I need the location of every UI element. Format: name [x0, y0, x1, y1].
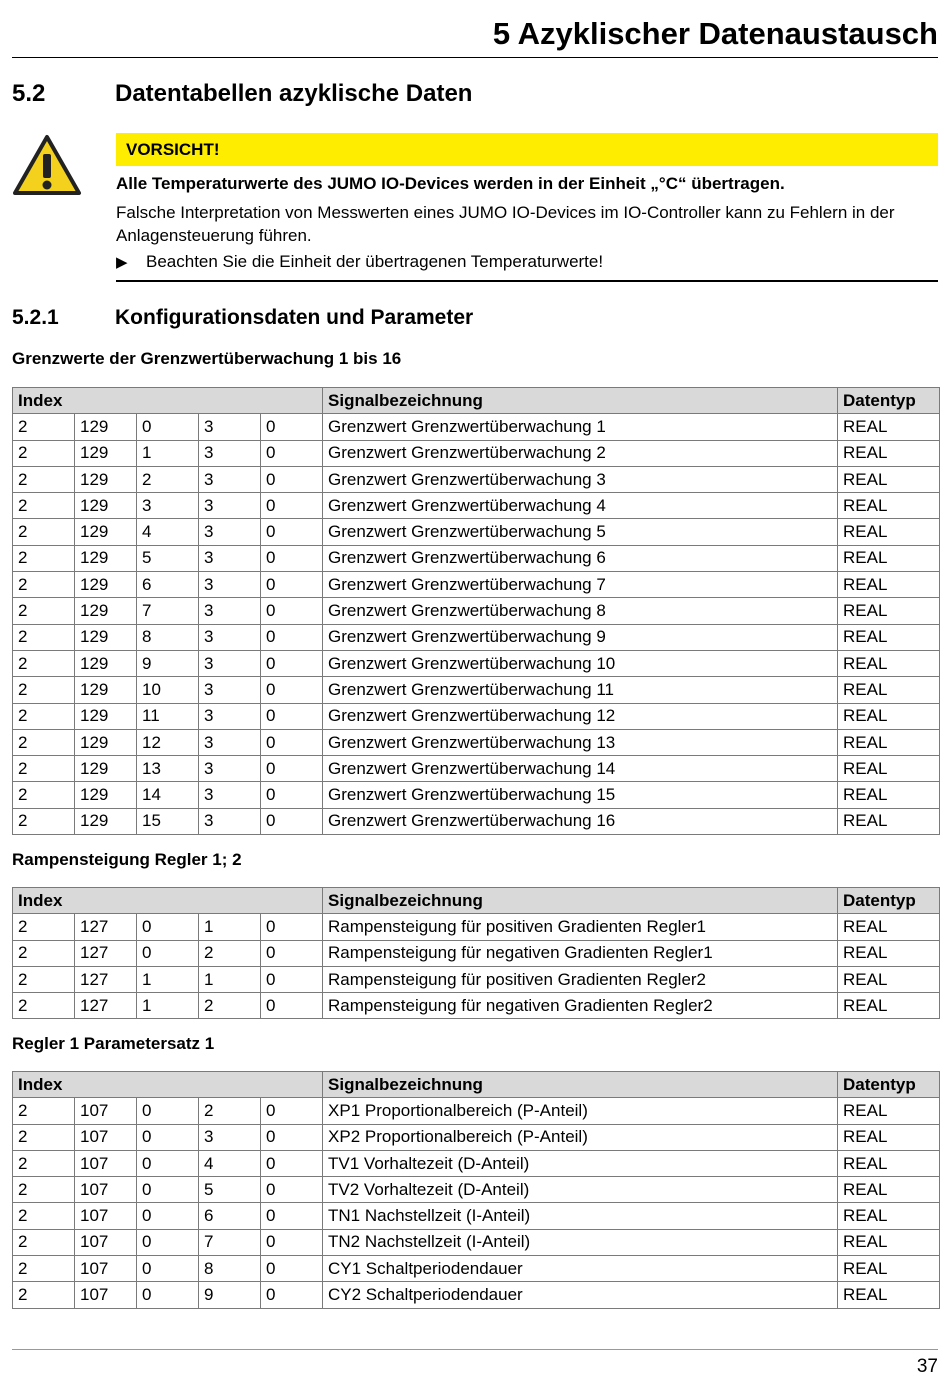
- signal-name-cell: CY1 Schaltperiodendauer: [323, 1256, 838, 1282]
- table-row: [13, 966, 940, 992]
- index-cell: 0: [261, 729, 323, 755]
- signal-name-cell: Rampensteigung für negativen Gradienten Regler1: [323, 940, 838, 966]
- data-type-cell: REAL: [838, 1229, 940, 1255]
- index-cell: 2: [13, 440, 75, 466]
- index-cell: 1: [137, 993, 199, 1019]
- table-caption-controller-params: Regler 1 Parametersatz 1: [12, 1034, 215, 1053]
- data-type-cell: REAL: [838, 545, 940, 571]
- signal-name-cell: Grenzwert Grenzwertüberwachung 2: [323, 440, 838, 466]
- index-cell: 2: [13, 1282, 75, 1308]
- index-cell: 14: [137, 782, 199, 808]
- index-cell: 3: [199, 624, 261, 650]
- table-ramp-slope: [12, 887, 940, 1019]
- table-row: [13, 440, 940, 466]
- index-cell: 0: [261, 808, 323, 834]
- index-cell: 2: [13, 414, 75, 440]
- table-row: [13, 650, 940, 676]
- index-cell: 8: [199, 1256, 261, 1282]
- index-cell: 3: [199, 440, 261, 466]
- index-cell: 0: [261, 1229, 323, 1255]
- section-number: 5.2: [12, 80, 46, 107]
- signal-name-cell: Grenzwert Grenzwertüberwachung 3: [323, 466, 838, 492]
- data-type-cell: REAL: [838, 703, 940, 729]
- index-cell: 2: [13, 1229, 75, 1255]
- index-cell: 129: [75, 440, 137, 466]
- signal-name-cell: TN1 Nachstellzeit (I-Anteil): [323, 1203, 838, 1229]
- table-row: [13, 624, 940, 650]
- index-cell: 2: [13, 650, 75, 676]
- index-cell: 2: [137, 466, 199, 492]
- table-row: [13, 756, 940, 782]
- index-cell: 2: [13, 993, 75, 1019]
- index-cell: 2: [13, 966, 75, 992]
- index-cell: 1: [199, 914, 261, 940]
- data-type-cell: REAL: [838, 519, 940, 545]
- index-cell: 107: [75, 1229, 137, 1255]
- index-cell: 2: [13, 598, 75, 624]
- index-cell: 0: [261, 466, 323, 492]
- index-cell: 0: [261, 1282, 323, 1308]
- index-cell: 0: [137, 1124, 199, 1150]
- index-cell: 3: [199, 729, 261, 755]
- index-cell: 2: [13, 519, 75, 545]
- index-cell: 127: [75, 966, 137, 992]
- index-cell: 0: [261, 440, 323, 466]
- signal-name-cell: Grenzwert Grenzwertüberwachung 15: [323, 782, 838, 808]
- index-column-header: Index: [13, 888, 323, 914]
- data-type-cell: REAL: [838, 1124, 940, 1150]
- index-cell: 1: [199, 966, 261, 992]
- index-cell: 3: [199, 545, 261, 571]
- signal-column-header: Signalbezeichnung: [323, 1072, 838, 1098]
- index-cell: 129: [75, 782, 137, 808]
- table-row: [13, 466, 940, 492]
- table-row: [13, 703, 940, 729]
- index-cell: 0: [261, 1177, 323, 1203]
- signal-column-header: Signalbezeichnung: [323, 888, 838, 914]
- table-header-row: [13, 1072, 940, 1098]
- index-cell: 129: [75, 572, 137, 598]
- index-cell: 3: [199, 466, 261, 492]
- index-cell: 0: [261, 519, 323, 545]
- index-cell: 0: [261, 572, 323, 598]
- table-row: [13, 940, 940, 966]
- index-cell: 129: [75, 624, 137, 650]
- index-cell: 129: [75, 414, 137, 440]
- index-cell: 0: [261, 940, 323, 966]
- data-type-cell: REAL: [838, 466, 940, 492]
- table-row: [13, 572, 940, 598]
- caution-action-text: Beachten Sie die Einheit der übertragenen Temperaturwerte!: [146, 252, 604, 271]
- signal-name-cell: CY2 Schaltperiodendauer: [323, 1282, 838, 1308]
- signal-name-cell: XP1 Proportionalbereich (P-Anteil): [323, 1098, 838, 1124]
- section-title: Datentabellen azyklische Daten: [115, 80, 473, 107]
- signal-name-cell: Grenzwert Grenzwertüberwachung 4: [323, 493, 838, 519]
- caution-label-bar: VORSICHT!: [116, 133, 938, 166]
- signal-name-cell: Rampensteigung für positiven Gradienten Regler1: [323, 914, 838, 940]
- data-type-cell: REAL: [838, 1150, 940, 1176]
- type-column-header: Datentyp: [838, 888, 940, 914]
- index-cell: 2: [199, 940, 261, 966]
- index-cell: 6: [137, 572, 199, 598]
- index-cell: 10: [137, 677, 199, 703]
- index-cell: 0: [261, 993, 323, 1019]
- index-cell: 4: [199, 1150, 261, 1176]
- footer-divider: [12, 1349, 938, 1350]
- index-cell: 2: [199, 1098, 261, 1124]
- index-cell: 7: [137, 598, 199, 624]
- index-cell: 2: [13, 1203, 75, 1229]
- index-cell: 107: [75, 1203, 137, 1229]
- index-cell: 0: [261, 703, 323, 729]
- table-row: [13, 1098, 940, 1124]
- index-cell: 0: [261, 1150, 323, 1176]
- index-cell: 129: [75, 466, 137, 492]
- data-type-cell: REAL: [838, 1203, 940, 1229]
- signal-name-cell: Grenzwert Grenzwertüberwachung 12: [323, 703, 838, 729]
- index-cell: 0: [137, 1282, 199, 1308]
- data-type-cell: REAL: [838, 1282, 940, 1308]
- signal-name-cell: Grenzwert Grenzwertüberwachung 5: [323, 519, 838, 545]
- index-cell: 3: [199, 519, 261, 545]
- index-cell: 3: [199, 598, 261, 624]
- index-cell: 3: [199, 414, 261, 440]
- data-type-cell: REAL: [838, 756, 940, 782]
- index-cell: 3: [199, 677, 261, 703]
- table-row: [13, 1203, 940, 1229]
- section-heading: [12, 80, 472, 108]
- index-cell: 129: [75, 808, 137, 834]
- signal-name-cell: XP2 Proportionalbereich (P-Anteil): [323, 1124, 838, 1150]
- table-row: [13, 1150, 940, 1176]
- index-cell: 5: [137, 545, 199, 571]
- table-row: [13, 808, 940, 834]
- index-cell: 127: [75, 914, 137, 940]
- index-cell: 6: [199, 1203, 261, 1229]
- index-cell: 0: [137, 1150, 199, 1176]
- subsection-number: 5.2.1: [12, 306, 59, 329]
- data-type-cell: REAL: [838, 966, 940, 992]
- index-cell: 2: [13, 624, 75, 650]
- index-cell: 3: [199, 756, 261, 782]
- index-cell: 2: [13, 703, 75, 729]
- index-cell: 2: [13, 940, 75, 966]
- table-row: [13, 1282, 940, 1308]
- index-cell: 0: [137, 1177, 199, 1203]
- index-cell: 0: [137, 914, 199, 940]
- index-cell: 0: [261, 1256, 323, 1282]
- index-cell: 3: [199, 808, 261, 834]
- index-cell: 2: [13, 808, 75, 834]
- data-type-cell: REAL: [838, 598, 940, 624]
- index-cell: 3: [199, 493, 261, 519]
- caution-action: [116, 252, 603, 272]
- index-cell: 2: [13, 493, 75, 519]
- signal-name-cell: Grenzwert Grenzwertüberwachung 9: [323, 624, 838, 650]
- signal-name-cell: Grenzwert Grenzwertüberwachung 6: [323, 545, 838, 571]
- data-type-cell: REAL: [838, 1256, 940, 1282]
- header-divider: [12, 57, 938, 58]
- index-cell: 2: [13, 1124, 75, 1150]
- index-cell: 7: [199, 1229, 261, 1255]
- data-type-cell: REAL: [838, 993, 940, 1019]
- index-cell: 129: [75, 677, 137, 703]
- subsection-heading: [12, 306, 473, 330]
- data-type-cell: REAL: [838, 624, 940, 650]
- data-type-cell: REAL: [838, 940, 940, 966]
- type-column-header: Datentyp: [838, 388, 940, 414]
- index-cell: 2: [13, 1150, 75, 1176]
- data-type-cell: REAL: [838, 782, 940, 808]
- index-cell: 0: [137, 1229, 199, 1255]
- index-cell: 9: [199, 1282, 261, 1308]
- index-cell: 107: [75, 1150, 137, 1176]
- index-cell: 107: [75, 1124, 137, 1150]
- signal-name-cell: Grenzwert Grenzwertüberwachung 1: [323, 414, 838, 440]
- index-cell: 129: [75, 756, 137, 782]
- table-row: [13, 598, 940, 624]
- table-row: [13, 677, 940, 703]
- index-cell: 2: [13, 782, 75, 808]
- table-row: [13, 1256, 940, 1282]
- index-cell: 129: [75, 519, 137, 545]
- data-type-cell: REAL: [838, 914, 940, 940]
- signal-name-cell: Grenzwert Grenzwertüberwachung 13: [323, 729, 838, 755]
- table-caption-ramp: Rampensteigung Regler 1; 2: [12, 850, 242, 869]
- index-cell: 0: [261, 1098, 323, 1124]
- index-cell: 2: [13, 677, 75, 703]
- action-arrow-icon: ▶: [116, 254, 128, 271]
- index-cell: 2: [13, 729, 75, 755]
- index-cell: 0: [137, 940, 199, 966]
- signal-name-cell: Grenzwert Grenzwertüberwachung 7: [323, 572, 838, 598]
- warning-triangle-icon: [12, 134, 82, 196]
- caution-divider: [116, 280, 938, 282]
- index-cell: 2: [13, 756, 75, 782]
- signal-name-cell: Grenzwert Grenzwertüberwachung 10: [323, 650, 838, 676]
- table-header-row: [13, 388, 940, 414]
- table-row: [13, 993, 940, 1019]
- table-caption-limits: Grenzwerte der Grenzwertüberwachung 1 bis 16: [12, 349, 402, 368]
- signal-name-cell: Grenzwert Grenzwertüberwachung 11: [323, 677, 838, 703]
- index-cell: 3: [199, 572, 261, 598]
- table-controller-parameters: [12, 1071, 940, 1309]
- data-type-cell: REAL: [838, 440, 940, 466]
- table-row: [13, 1177, 940, 1203]
- index-cell: 15: [137, 808, 199, 834]
- index-cell: 129: [75, 545, 137, 571]
- signal-name-cell: Grenzwert Grenzwertüberwachung 8: [323, 598, 838, 624]
- index-cell: 2: [13, 1177, 75, 1203]
- signal-name-cell: TN2 Nachstellzeit (I-Anteil): [323, 1229, 838, 1255]
- index-cell: 0: [137, 1256, 199, 1282]
- index-cell: 2: [13, 1256, 75, 1282]
- index-cell: 0: [261, 677, 323, 703]
- index-cell: 1: [137, 966, 199, 992]
- index-cell: 3: [199, 1124, 261, 1150]
- index-cell: 0: [261, 966, 323, 992]
- signal-name-cell: TV2 Vorhaltezeit (D-Anteil): [323, 1177, 838, 1203]
- index-cell: 107: [75, 1177, 137, 1203]
- table-row: [13, 493, 940, 519]
- index-cell: 107: [75, 1282, 137, 1308]
- signal-name-cell: Grenzwert Grenzwertüberwachung 14: [323, 756, 838, 782]
- table-row: [13, 729, 940, 755]
- index-cell: 0: [261, 624, 323, 650]
- page-number: 37: [916, 1356, 938, 1377]
- data-type-cell: REAL: [838, 1098, 940, 1124]
- index-cell: 11: [137, 703, 199, 729]
- index-cell: 0: [261, 493, 323, 519]
- signal-name-cell: Rampensteigung für positiven Gradienten Regler2: [323, 966, 838, 992]
- table-row: [13, 782, 940, 808]
- caution-headline: Alle Temperaturwerte des JUMO IO-Devices werden in der Einheit „°C“ übertragen.: [116, 174, 785, 193]
- index-cell: 2: [13, 466, 75, 492]
- index-cell: 2: [13, 572, 75, 598]
- index-cell: 0: [261, 914, 323, 940]
- index-column-header: Index: [13, 1072, 323, 1098]
- index-cell: 9: [137, 650, 199, 676]
- table-row: [13, 545, 940, 571]
- index-cell: 4: [137, 519, 199, 545]
- data-type-cell: REAL: [838, 677, 940, 703]
- index-column-header: Index: [13, 388, 323, 414]
- index-cell: 107: [75, 1256, 137, 1282]
- index-cell: 129: [75, 650, 137, 676]
- table-row: [13, 519, 940, 545]
- signal-column-header: Signalbezeichnung: [323, 388, 838, 414]
- index-cell: 107: [75, 1098, 137, 1124]
- index-cell: 127: [75, 940, 137, 966]
- index-cell: 8: [137, 624, 199, 650]
- index-cell: 2: [13, 1098, 75, 1124]
- subsection-title: Konfigurationsdaten und Parameter: [115, 306, 474, 329]
- index-cell: 0: [261, 545, 323, 571]
- index-cell: 3: [199, 782, 261, 808]
- index-cell: 3: [199, 703, 261, 729]
- table-row: [13, 1229, 940, 1255]
- index-cell: 129: [75, 598, 137, 624]
- index-cell: 5: [199, 1177, 261, 1203]
- index-cell: 0: [137, 1098, 199, 1124]
- index-cell: 0: [261, 598, 323, 624]
- data-type-cell: REAL: [838, 1177, 940, 1203]
- index-cell: 3: [199, 650, 261, 676]
- index-cell: 0: [137, 1203, 199, 1229]
- index-cell: 0: [261, 414, 323, 440]
- signal-name-cell: TV1 Vorhaltezeit (D-Anteil): [323, 1150, 838, 1176]
- index-cell: 1: [137, 440, 199, 466]
- index-cell: 2: [13, 914, 75, 940]
- index-cell: 129: [75, 703, 137, 729]
- index-cell: 129: [75, 493, 137, 519]
- table-limit-values: [12, 387, 940, 835]
- signal-name-cell: Grenzwert Grenzwertüberwachung 16: [323, 808, 838, 834]
- index-cell: 0: [261, 1124, 323, 1150]
- caution-description: Falsche Interpretation von Messwerten eines JUMO IO-Devices im IO-Controller kann zu Fehlern in der Anlagensteuerung führen.: [116, 203, 895, 245]
- data-type-cell: REAL: [838, 650, 940, 676]
- index-cell: 0: [261, 756, 323, 782]
- index-cell: 0: [261, 782, 323, 808]
- data-type-cell: REAL: [838, 729, 940, 755]
- index-cell: 2: [13, 545, 75, 571]
- table-row: [13, 1124, 940, 1150]
- table-row: [13, 414, 940, 440]
- table-row: [13, 914, 940, 940]
- index-cell: 129: [75, 729, 137, 755]
- index-cell: 0: [261, 1203, 323, 1229]
- index-cell: 127: [75, 993, 137, 1019]
- index-cell: 13: [137, 756, 199, 782]
- signal-name-cell: Rampensteigung für negativen Gradienten Regler2: [323, 993, 838, 1019]
- data-type-cell: REAL: [838, 493, 940, 519]
- index-cell: 2: [199, 993, 261, 1019]
- chapter-title: 5 Azyklischer Datenaustausch: [492, 16, 938, 51]
- table-header-row: [13, 888, 940, 914]
- data-type-cell: REAL: [838, 572, 940, 598]
- index-cell: 0: [261, 650, 323, 676]
- index-cell: 3: [137, 493, 199, 519]
- index-cell: 0: [137, 414, 199, 440]
- data-type-cell: REAL: [838, 808, 940, 834]
- type-column-header: Datentyp: [838, 1072, 940, 1098]
- index-cell: 12: [137, 729, 199, 755]
- data-type-cell: REAL: [838, 414, 940, 440]
